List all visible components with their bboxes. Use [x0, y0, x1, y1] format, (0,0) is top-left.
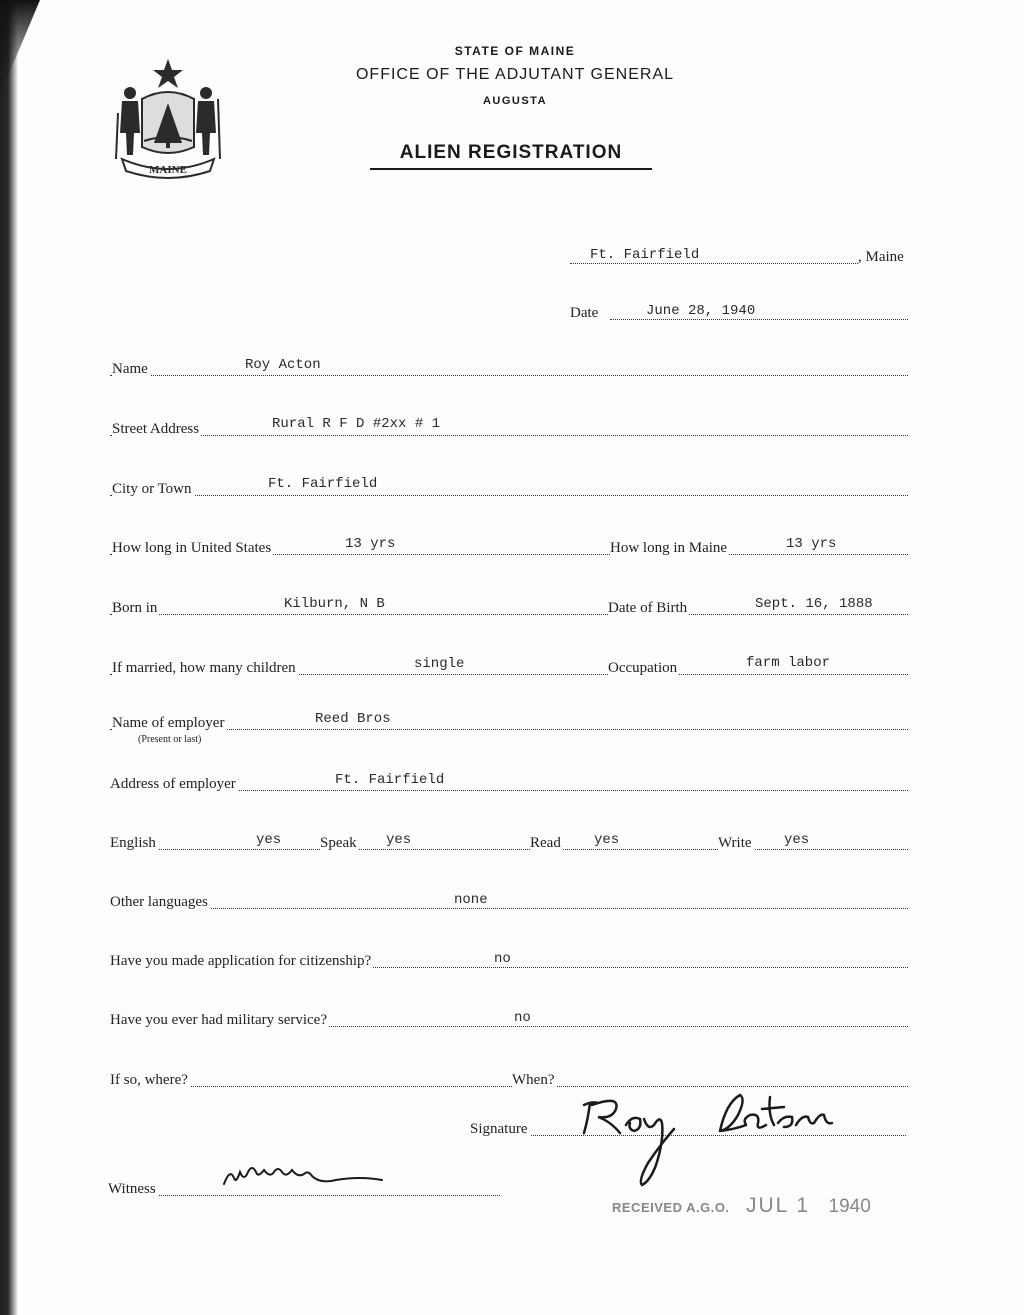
- date-value[interactable]: June 28, 1940: [646, 303, 756, 319]
- witness-line: [108, 1195, 500, 1196]
- received-stamp-year: 1940: [828, 1196, 871, 1217]
- city-label: City or Town: [112, 481, 192, 497]
- employer-name-line: [110, 729, 908, 730]
- date-row: [110, 296, 908, 322]
- other-languages-label: Other languages: [110, 894, 208, 910]
- office-heading: OFFICE OF THE ADJUTANT GENERAL: [355, 66, 675, 83]
- write-value[interactable]: yes: [784, 832, 810, 848]
- english-line: [110, 849, 908, 850]
- military-label: Have you ever had military service?: [110, 1012, 327, 1028]
- witness-label: Witness: [108, 1181, 156, 1197]
- write-label: Write: [718, 835, 752, 851]
- english-label: English: [110, 835, 156, 851]
- city-row: [110, 472, 908, 498]
- employer-name-label: Name of employer: [112, 715, 225, 731]
- years-in-us-label: How long in United States: [112, 540, 272, 556]
- years-in-maine-label: How long in Maine: [610, 540, 728, 556]
- english-value[interactable]: yes: [256, 832, 282, 848]
- signature-handwriting[interactable]: [570, 1085, 890, 1195]
- name-label: Name: [112, 361, 148, 377]
- other-languages-value[interactable]: none: [454, 892, 488, 908]
- occupation-value[interactable]: farm labor: [746, 655, 831, 671]
- city-heading: AUGUSTA: [482, 95, 548, 107]
- signature-label: Signature: [470, 1121, 528, 1137]
- witness-initials-handwriting[interactable]: [220, 1158, 390, 1192]
- date-of-birth-label: Date of Birth: [608, 600, 688, 616]
- scan-corner: [0, 0, 40, 95]
- family-row: [110, 651, 908, 677]
- street-address-value[interactable]: Rural R F D #2xx # 1: [272, 416, 441, 432]
- speak-value[interactable]: yes: [386, 832, 412, 848]
- employer-address-label: Address of employer: [110, 776, 236, 792]
- city-line: [110, 495, 908, 496]
- citizenship-row: [110, 944, 908, 970]
- read-label: Read: [530, 835, 561, 851]
- birth-row: [110, 591, 908, 617]
- name-line: [110, 375, 908, 376]
- received-stamp-date: JUL 1: [746, 1194, 811, 1217]
- born-in-label: Born in: [112, 600, 158, 616]
- street-address-row: [110, 412, 908, 438]
- street-address-label: Street Address: [112, 421, 200, 437]
- location-row: [110, 240, 908, 266]
- date-label: Date: [570, 305, 599, 321]
- military-value[interactable]: no: [514, 1010, 531, 1026]
- state-heading: STATE OF MAINE: [454, 44, 576, 58]
- citizenship-label: Have you made application for citizenship?: [110, 953, 372, 969]
- military-row: [110, 1003, 908, 1029]
- received-stamp-text: RECEIVED A.G.O.: [612, 1200, 730, 1215]
- employer-address-row: [110, 767, 908, 793]
- city-value[interactable]: Ft. Fairfield: [268, 476, 378, 492]
- birth-line: [110, 614, 908, 615]
- born-in-value[interactable]: Kilburn, N B: [284, 596, 385, 612]
- english-row: [110, 826, 908, 852]
- where-label: If so, where?: [110, 1072, 188, 1088]
- citizenship-value[interactable]: no: [494, 951, 511, 967]
- other-languages-row: [110, 885, 908, 911]
- location-line: [570, 263, 858, 264]
- date-line: [610, 319, 908, 320]
- children-label: If married, how many children: [112, 660, 296, 676]
- received-stamp: [612, 1194, 871, 1218]
- name-row: [110, 352, 908, 378]
- when-label: When?: [512, 1072, 555, 1088]
- employer-name-row: [110, 706, 908, 745]
- occupation-label: Occupation: [608, 660, 678, 676]
- years-in-maine-value[interactable]: 13 yrs: [786, 536, 837, 552]
- maine-seal-icon: [112, 55, 224, 180]
- page-title: ALIEN REGISTRATION: [370, 142, 652, 170]
- employer-name-value[interactable]: Reed Bros: [315, 711, 391, 727]
- children-value[interactable]: single: [414, 656, 465, 672]
- residency-row: [110, 531, 908, 557]
- years-in-us-value[interactable]: 13 yrs: [345, 536, 396, 552]
- other-languages-line: [110, 908, 908, 909]
- scan-edge: [0, 0, 18, 1315]
- seal-banner-text: MAINE: [149, 164, 187, 176]
- date-of-birth-value[interactable]: Sept. 16, 1888: [755, 596, 873, 612]
- read-value[interactable]: yes: [594, 832, 620, 848]
- speak-label: Speak: [320, 835, 357, 851]
- location-value[interactable]: Ft. Fairfield: [590, 247, 700, 263]
- street-address-line: [110, 435, 908, 436]
- employer-sublabel: (Present or last): [138, 734, 202, 745]
- location-suffix: , Maine: [858, 249, 904, 265]
- employer-address-value[interactable]: Ft. Fairfield: [335, 772, 445, 788]
- name-value[interactable]: Roy Acton: [245, 357, 321, 373]
